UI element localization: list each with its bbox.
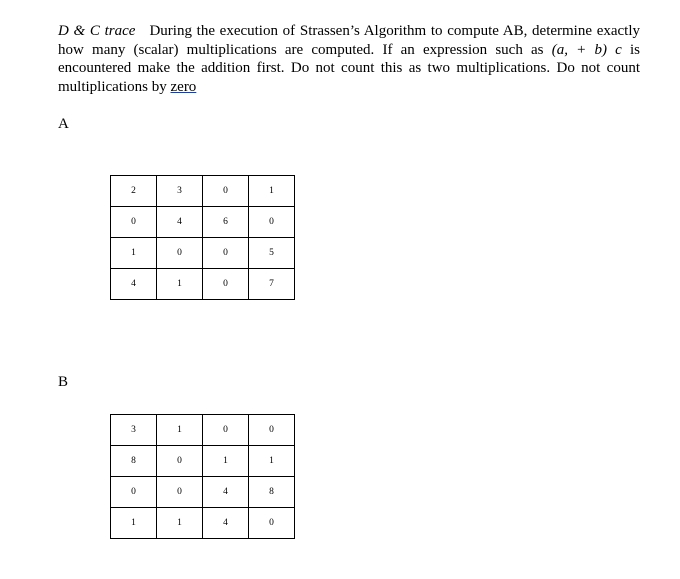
matrix-b-cell: 8	[249, 477, 295, 508]
matrix-a-cell: 4	[111, 269, 157, 300]
matrix-b-cell: 0	[157, 446, 203, 477]
problem-text-part2: is encountered make the addition first. Do not count this as two multiplications. Do not count multiplications by	[58, 41, 640, 95]
matrix-b-cell: 8	[111, 446, 157, 477]
problem-statement	[58, 22, 640, 96]
matrix-b-table	[110, 414, 295, 539]
matrix-a-row	[111, 238, 295, 269]
matrix-b-label: B	[58, 374, 69, 390]
matrix-b-cell: 0	[249, 508, 295, 539]
matrix-a-cell: 2	[111, 176, 157, 207]
matrix-a-cell: 0	[203, 238, 249, 269]
matrix-a-cell: 0	[203, 176, 249, 207]
matrix-a-cell: 0	[203, 269, 249, 300]
matrix-a-row	[111, 207, 295, 238]
matrix-b-cell: 0	[157, 477, 203, 508]
matrix-b-cell: 1	[249, 446, 295, 477]
underlined-word-zero: zero	[170, 78, 197, 95]
matrix-b-cell: 1	[203, 446, 249, 477]
matrix-b-cell: 1	[157, 508, 203, 539]
matrix-a-cell: 3	[157, 176, 203, 207]
matrix-a-cell: 6	[203, 207, 249, 238]
matrix-b-cell: 1	[157, 415, 203, 446]
matrix-b-cell: 1	[111, 508, 157, 539]
problem-heading: D & C trace	[58, 23, 136, 39]
matrix-b-cell: 0	[249, 415, 295, 446]
matrix-a-row	[111, 176, 295, 207]
matrix-a-cell: 0	[157, 238, 203, 269]
matrix-b-cell: 0	[203, 415, 249, 446]
matrix-b-row	[111, 508, 295, 539]
matrix-b-cell: 4	[203, 508, 249, 539]
matrix-a-cell: 4	[157, 207, 203, 238]
matrix-a-label: A	[58, 116, 69, 132]
matrix-a-cell: 1	[111, 238, 157, 269]
matrix-b-row	[111, 415, 295, 446]
matrix-a-cell: 1	[249, 176, 295, 207]
matrix-a-row	[111, 269, 295, 300]
problem-expression: (a, + b) c	[551, 41, 622, 58]
matrix-b-cell: 4	[203, 477, 249, 508]
matrix-b-row	[111, 446, 295, 477]
matrix-b-row	[111, 477, 295, 508]
matrix-a-cell: 0	[111, 207, 157, 238]
matrix-a-cell: 1	[157, 269, 203, 300]
matrix-b-cell: 3	[111, 415, 157, 446]
matrix-b-cell: 0	[111, 477, 157, 508]
matrix-a-table	[110, 175, 295, 300]
problem-text-part1: During the execution of Strassen’s Algorithm to compute AB, determine exactly how many (scalar) multiplications are computed. If an expression such as	[58, 23, 641, 58]
matrix-a-cell: 5	[249, 238, 295, 269]
matrix-a-cell: 7	[249, 269, 295, 300]
matrix-a-cell: 0	[249, 207, 295, 238]
